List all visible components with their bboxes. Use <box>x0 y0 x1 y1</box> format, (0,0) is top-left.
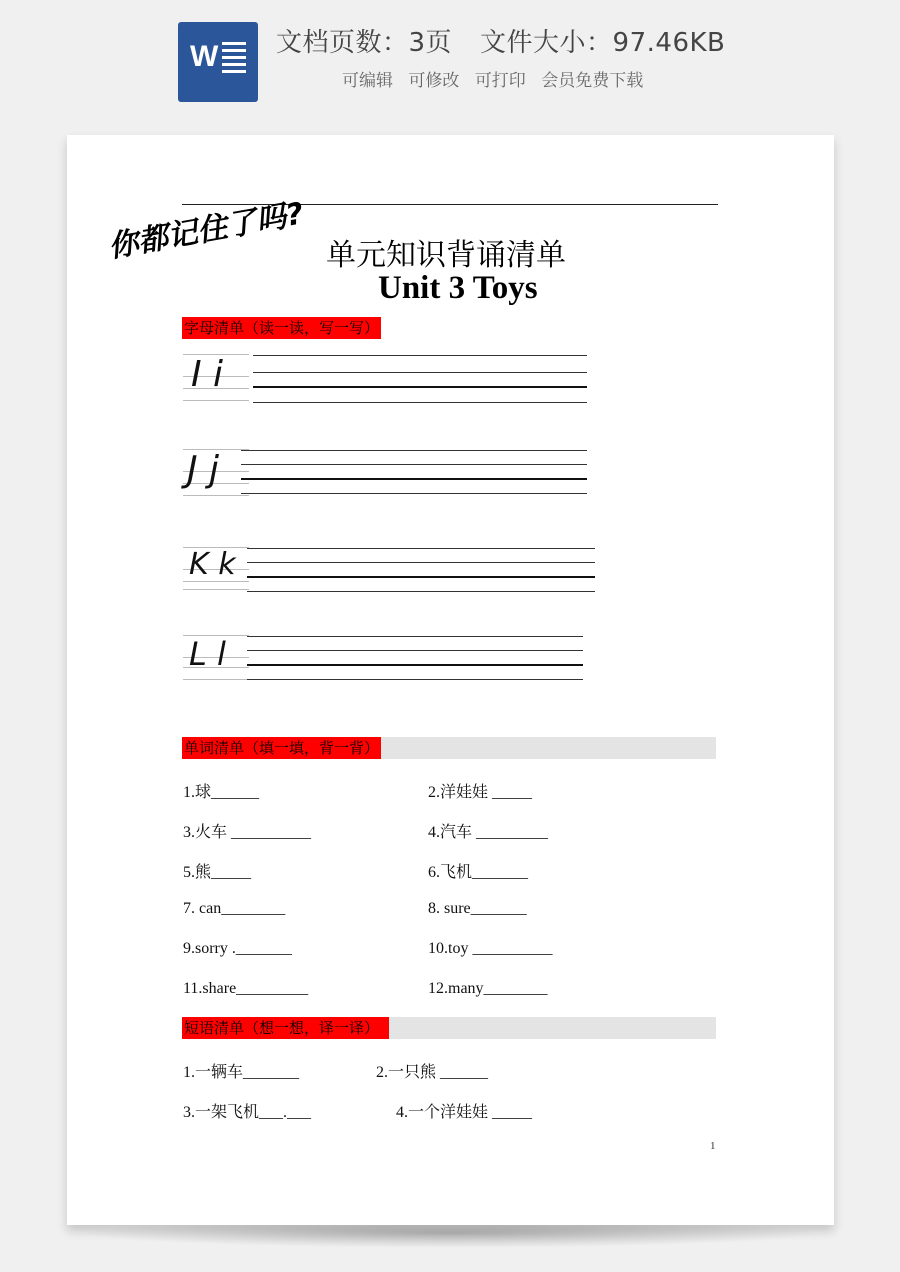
writing-lines <box>241 447 587 497</box>
letter-practice-ii <box>183 352 603 408</box>
word-item: 11.share_________ <box>183 980 309 997</box>
feature-modifiable: 可修改 <box>408 71 460 91</box>
phrase-item: 1.一辆车_______ <box>183 1064 300 1081</box>
word-item: 7. can________ <box>183 900 286 917</box>
feature-printable: 可打印 <box>474 71 526 91</box>
letter-glyph: I i <box>183 352 249 404</box>
phrase-item: 3.一架飞机___.___ <box>183 1104 312 1121</box>
feature-list <box>342 66 653 91</box>
letter-practice-ll <box>183 633 603 689</box>
word-item: 1.球______ <box>183 784 260 801</box>
phrase-item: 2.一只熊 ______ <box>376 1064 489 1081</box>
feature-editable: 可编辑 <box>342 71 393 91</box>
phrases-heading: 短语清单（想一想，译一译） <box>182 1017 716 1039</box>
download-banner <box>0 0 900 130</box>
writing-lines <box>253 352 587 402</box>
word-item: 3.火车 __________ <box>183 824 312 841</box>
unit-title: Unit 3 Toys <box>378 270 538 306</box>
word-item: 9.sorry ._______ <box>183 940 292 957</box>
writing-lines <box>247 633 583 683</box>
page-count: 文档页数：3页 <box>276 28 453 58</box>
word-item: 10.toy __________ <box>428 940 553 957</box>
word-document-icon: W <box>178 22 258 102</box>
letter-practice-kk <box>183 545 603 601</box>
letter-glyph: L l <box>183 633 249 685</box>
file-info <box>276 22 725 59</box>
stamp-text: 你都记住了吗? <box>105 196 307 266</box>
file-size: 文件大小：97.46KB <box>480 28 726 58</box>
word-item: 2.洋娃娃 _____ <box>428 784 533 801</box>
page-number: 1 <box>710 1140 716 1152</box>
word-item: 12.many________ <box>428 980 548 997</box>
word-item: 5.熊_____ <box>183 864 252 881</box>
page-title: 单元知识背诵清单 <box>326 238 566 273</box>
letters-heading: 字母清单（读一读，写一写） <box>184 319 380 337</box>
feature-free-download: 会员免费下载 <box>541 71 644 91</box>
letter-glyph: J j <box>183 447 249 499</box>
word-item: 4.汽车 _________ <box>428 824 549 841</box>
word-item: 6.飞机_______ <box>428 864 529 881</box>
phrase-item: 4.一个洋娃娃 _____ <box>396 1104 533 1121</box>
writing-lines <box>247 545 595 595</box>
word-item: 8. sure_______ <box>428 900 527 917</box>
letter-glyph: K k <box>183 545 249 597</box>
words-heading: 单词清单（填一填，背一背） <box>182 737 716 759</box>
letter-practice-jj <box>183 447 603 503</box>
